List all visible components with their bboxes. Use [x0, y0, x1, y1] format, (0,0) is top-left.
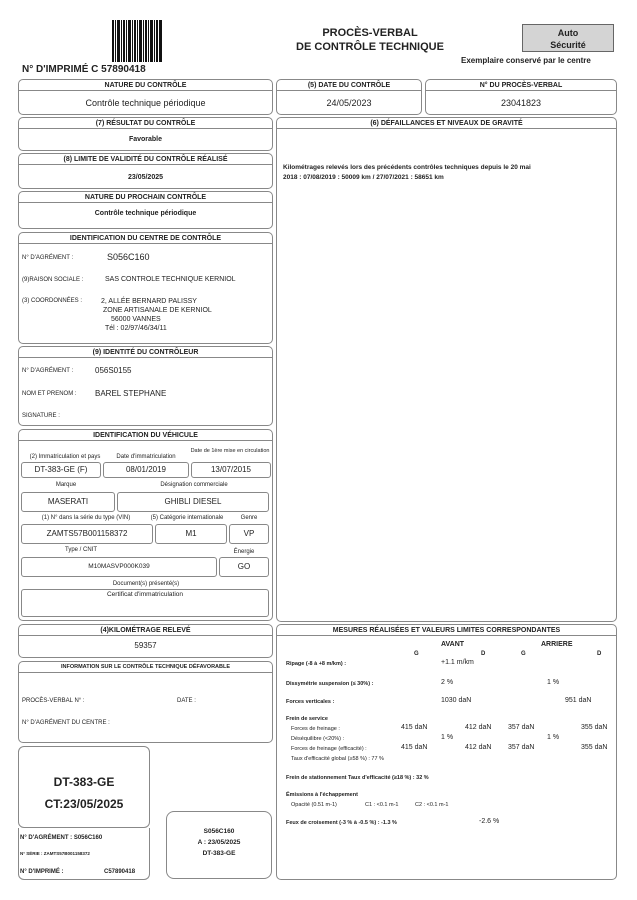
footer-serie: N° SÉRIE : ZAMTS57B001158372 [20, 851, 90, 856]
stamp-box [166, 811, 272, 879]
date-immat-label: Date d'immatriculation [116, 454, 176, 460]
categorie-value: M1 [155, 524, 227, 544]
vignette-box [18, 746, 150, 828]
barcode [112, 20, 162, 62]
dissym-label: Dissymétrie suspension (≤ 30%) : [286, 681, 374, 687]
ffe-ard: 355 daN [581, 744, 608, 751]
nature-value: Contrôle technique périodique [85, 98, 206, 108]
ff-ard: 355 daN [581, 724, 608, 731]
mesures-box [276, 624, 617, 880]
date-circ-value: 13/07/2015 [191, 462, 271, 478]
title-line2: DE CONTRÔLE TECHNIQUE [296, 41, 444, 53]
defavorable-date-label: DATE : [177, 698, 196, 704]
dissym-ar: 1 % [547, 679, 560, 686]
stamp-line1: S056C160 [203, 828, 235, 835]
controleur-agrement: 056S0155 [95, 366, 132, 375]
centre-coord-label: (3) COORDONNÉES : [22, 298, 83, 304]
centre-addr2: ZONE ARTISANALE DE KERNIOL [103, 307, 212, 314]
taux-label: Taux d'efficacité global (≥58 %) : 77 % [291, 756, 384, 762]
stamp-line2: A : 23/05/2025 [197, 839, 241, 846]
controleur-nom: BAREL STEPHANE [95, 389, 167, 398]
deseq-ar: 1 % [547, 734, 560, 741]
centre-raison-label: (9)RAISON SOCIALE : [22, 277, 84, 283]
controleur-box [18, 346, 273, 426]
footer-imprime: C57890418 [104, 869, 136, 875]
designation-value: GHIBLI DIESEL [117, 492, 269, 512]
defavorable-box [18, 661, 273, 743]
forces-v-av: 1030 daN [441, 697, 472, 704]
col-arg: G [521, 651, 526, 657]
feux-label: Feux de croisement (-3 % à -0.5 %) : -1.3 % [286, 820, 397, 826]
prochain-header: NATURE DU PROCHAIN CONTRÔLE [19, 192, 272, 203]
vehicule-box [18, 429, 273, 621]
centre-tel: Tél : 02/97/46/34/11 [105, 325, 167, 332]
defavorable-agrement-label: N° D'AGRÉMENT DU CENTRE : [22, 720, 110, 726]
ffe-arg: 357 daN [508, 744, 535, 751]
ff-avg: 415 daN [401, 724, 428, 731]
centre-agrement-label: N° D'AGRÉMENT : [22, 255, 74, 261]
defaillances-box [276, 117, 617, 622]
genre-value: VP [229, 524, 269, 544]
vin-value: ZAMTS57B001158372 [21, 524, 153, 544]
nature-header: NATURE DU CONTRÔLE [19, 80, 272, 91]
designation-label: Désignation commerciale [160, 482, 228, 488]
centre-address [101, 297, 212, 333]
centre-box [18, 232, 273, 344]
documents-text: Certificat d'immatriculation [106, 591, 183, 598]
vehicule-header: IDENTIFICATION DU VÉHICULE [19, 430, 272, 441]
arriere-label: ARRIERE [541, 641, 573, 648]
barcode-icon [112, 20, 162, 62]
emissions-label: Émissions à l'échappement [286, 792, 358, 798]
km-box [18, 624, 273, 658]
brand-line1: Auto [557, 28, 579, 38]
c2-value: C2 : <0.1 m-1 [415, 802, 449, 808]
avant-label: AVANT [441, 641, 465, 648]
resultat-value: Favorable [128, 136, 163, 143]
date-controle-box [276, 79, 422, 115]
vignette-ct: CT:23/05/2025 [44, 797, 124, 811]
immat-label: (2) Immatriculation et pays [29, 454, 101, 460]
centre-header: IDENTIFICATION DU CENTRE DE CONTRÔLE [19, 233, 272, 244]
copy-note: Exemplaire conservé par le centre [461, 56, 591, 65]
energie-label: Énergie [233, 549, 255, 555]
centre-addr3: 56000 VANNES [111, 316, 161, 323]
marque-label: Marque [55, 482, 77, 488]
documents-value [21, 589, 269, 617]
resultat-header: (7) RÉSULTAT DU CONTRÔLE [19, 118, 272, 129]
defaillances-line1: Kilométrages relevés lors des précédents contrôles techniques depuis le 20 mai [283, 164, 531, 171]
km-value: 59357 [134, 641, 157, 650]
imprime-number: N° D'IMPRIMÉ C 57890418 [22, 64, 146, 75]
ff-label: Forces de freinage : [291, 726, 340, 732]
controleur-agrement-label: N° D'AGRÉMENT : [22, 368, 74, 374]
prochain-value: Contrôle technique périodique [94, 210, 197, 217]
date-immat-value: 08/01/2019 [103, 462, 189, 478]
date-controle-header: (5) DATE DU CONTRÔLE [277, 80, 421, 91]
pv-number-header: N° DU PROCÈS-VERBAL [426, 80, 616, 91]
defavorable-header: INFORMATION SUR LE CONTRÔLE TECHNIQUE DÉFAVORABLE [19, 662, 272, 673]
deseq-av: 1 % [441, 734, 454, 741]
col-ard: D [597, 651, 602, 657]
footer-imprime-label: N° D'IMPRIMÉ : [20, 869, 64, 875]
ffe-avg: 415 daN [401, 744, 428, 751]
centre-raison: SAS CONTROLE TECHNIQUE KERNIOL [105, 276, 236, 283]
dissym-av: 2 % [441, 679, 454, 686]
documents-label: Document(s) présenté(s) [112, 581, 180, 587]
defavorable-pv-label: PROCÈS-VERBAL N° : [22, 698, 85, 704]
opacite-label: Opacité (0.51 m-1) [291, 802, 337, 808]
brand-line2: Sécurité [550, 40, 586, 50]
marque-value: MASERATI [21, 492, 115, 512]
genre-label: Genre [240, 515, 258, 521]
type-label: Type / CNIT [64, 547, 97, 553]
centre-agrement: S056C160 [107, 252, 150, 262]
col-avg: G [414, 651, 419, 657]
feux-value2: -2.6 % [479, 818, 500, 825]
brand-box [522, 24, 614, 52]
controleur-header: (9) IDENTITÉ DU CONTRÔLEUR [19, 347, 272, 358]
ffe-avd: 412 daN [465, 744, 492, 751]
nature-box [18, 79, 273, 115]
km-header: (4)KILOMÉTRAGE RELEVÉ [19, 625, 272, 636]
footer-agrement: N° D'AGRÉMENT : S056C160 [20, 835, 103, 841]
ripage-label: Ripage (-8 à +8 m/km) : [286, 661, 347, 667]
ff-arg: 357 daN [508, 724, 535, 731]
centre-addr1: 2, ALLÉE BERNARD PALISSY [101, 298, 197, 305]
defaillances-header: (6) DÉFAILLANCES ET NIVEAUX DE GRAVITÉ [277, 118, 616, 129]
immat-value: DT-383-GE (F) [21, 462, 101, 478]
forces-v-ar: 951 daN [565, 697, 592, 704]
date-controle-value: 24/05/2023 [326, 98, 372, 108]
limite-box [18, 153, 273, 189]
limite-value: 23/05/2025 [127, 174, 164, 181]
mesures-header: MESURES RÉALISÉES ET VALEURS LIMITES CORRESPONDANTES [277, 625, 616, 636]
vignette-plate: DT-383-GE [53, 775, 115, 789]
document-title [280, 26, 460, 54]
deseq-label: Déséquilibre (<20%) : [291, 736, 345, 742]
stationnement-label: Frein de stationnement Taux d'efficacité (≥18 %) : 32 % [286, 775, 429, 781]
c1-value: C1 : <0.1 m-1 [365, 802, 399, 808]
pv-number-box [425, 79, 617, 115]
limite-header: (8) LIMITE DE VALIDITÉ DU CONTRÔLE RÉALISÉ [19, 154, 272, 165]
stamp-line3: DT-383-GE [202, 850, 236, 857]
ripage-value: +1.1 m/km [441, 659, 474, 666]
controleur-nom-label: NOM ET PRENOM : [22, 391, 77, 397]
date-circ-label: Date de 1ère mise en circulation [190, 448, 270, 454]
pv-number-value: 23041823 [500, 98, 542, 108]
type-value: M10MASVP000K039 [21, 557, 217, 577]
signature-label: SIGNATURE : [22, 413, 60, 419]
ffe-label: Forces de freinage (efficacité) : [291, 746, 367, 752]
energie-value: GO [219, 557, 269, 577]
defaillances-line2: 2018 : 07/08/2019 : 50009 km / 27/07/2021 : 58651 km [283, 174, 444, 181]
prochain-box [18, 191, 273, 229]
title-line1: PROCÈS-VERBAL [322, 27, 418, 39]
categorie-label: (5) Catégorie internationale [150, 515, 224, 521]
forces-v-label: Forces verticales : [286, 699, 335, 705]
frein-label: Frein de service [286, 716, 328, 722]
col-avd: D [481, 651, 486, 657]
resultat-box [18, 117, 273, 151]
ff-avd: 412 daN [465, 724, 492, 731]
vin-label: (1) N° dans la série du type (VIN) [41, 515, 131, 521]
